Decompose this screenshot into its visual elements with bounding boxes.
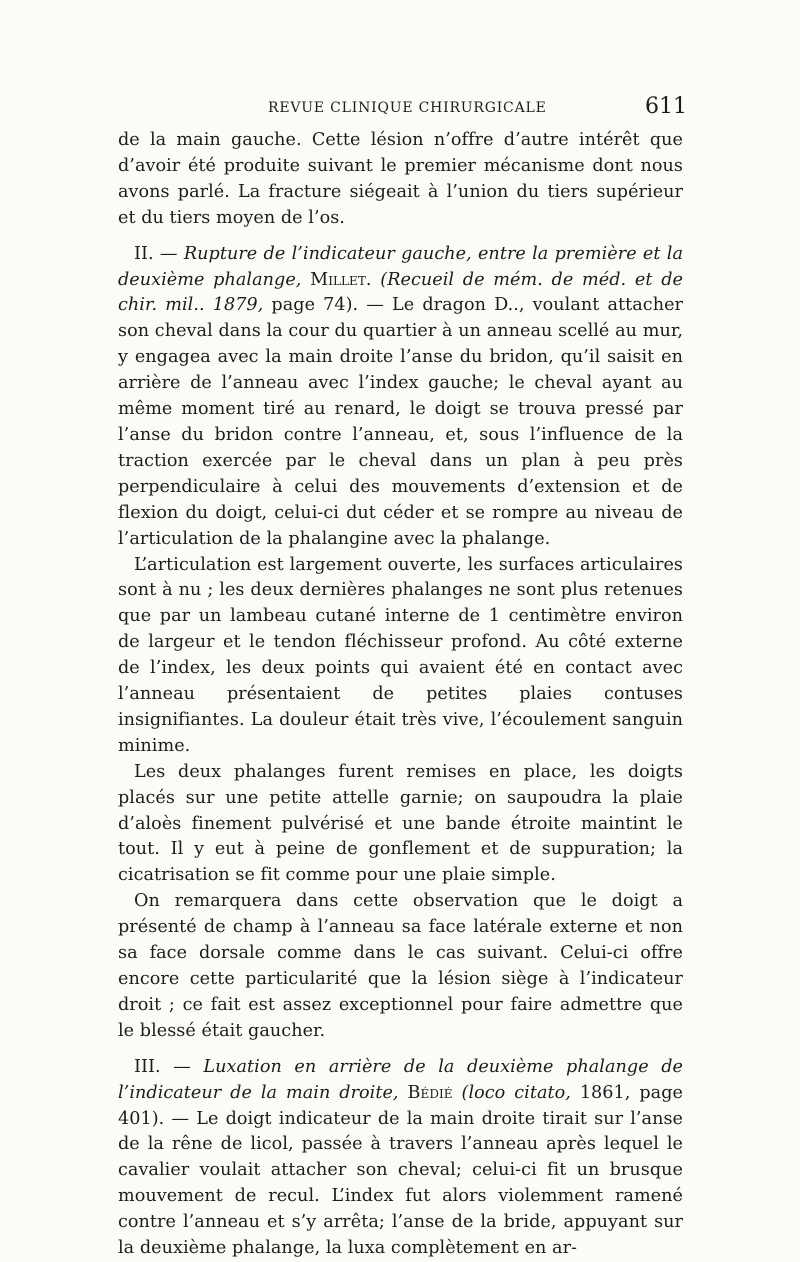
case-3-body: 1861, page 401). — Le doigt indicateur de la main droite tirait sur l’anse de la rêne de licol, passée à travers l’anneau après lequel le cavalier voulait attacher son cheval; celui-ci fit un brusque mouvement de recul. L’index fut alors violemment ramené contre l’anneau et s’y arrêta; l’anse de la bride, appuyant sur la deuxième phalange, la luxa complètement en ar- xyxy=(118,1082,683,1259)
case-2-title: Rupture de l’indicateur gauche, entre la première et la deuxième phalange, xyxy=(118,243,683,290)
body-text xyxy=(118,128,683,1262)
paragraph-4 xyxy=(118,760,683,890)
case-2-body: page 74). — Le dragon D.., voulant attacher son cheval dans la cour du quartier à un anneau scellé au mur, y engagea avec la main droite l’anse du bridon, qu’il saisit en arrière de l’anneau avec l’index gauche; le cheval ayant au même moment tiré au renard, le doigt se trouva pressé par l’anse du bridon contre l’anneau, et, sous l’influence de la traction exercée par le cheval dans un plan à peu près perpendiculaire à celui des mouvements d’extension et de flexion du doigt, celui-ci dut céder et se rompre au niveau de l’articulation de la phalangine avec la phalange. xyxy=(118,295,683,549)
page-header xyxy=(118,88,687,128)
paragraph-1 xyxy=(118,128,683,232)
running-title: REVUE CLINIQUE CHIRURGICALE xyxy=(268,100,547,116)
case-2-number: II. — xyxy=(134,243,184,264)
case-3-reference: (loco citato, xyxy=(461,1082,571,1103)
paragraph-3-text: L’articulation est largement ouverte, les surfaces articulaires sont à nu ; les deux dernières phalanges ne sont plus retenues que par un lambeau cutané interne de 1 centimètre environ de largeur et le tendon fléchisseur profond. Au côté externe de l’index, les deux points qui avaient été en contact avec l’anneau présentaient de petites plaies contuses insignifiantes. La douleur était très vive, l’écoulement sanguin minime. xyxy=(118,554,683,756)
paragraph-5 xyxy=(118,889,683,1044)
case-2-reference: (Recueil de mém. de méd. et de chir. mil.. 1879, xyxy=(118,269,683,316)
case-3-title: Luxation en arrière de la deuxième phalange de l’indicateur de la main droite, xyxy=(118,1056,684,1103)
document-page xyxy=(118,88,687,1262)
page-number: 611 xyxy=(645,94,687,119)
case-2-author: Millet xyxy=(310,269,366,290)
paragraph-3 xyxy=(118,553,683,760)
case-3-paragraph xyxy=(118,1055,683,1262)
paragraph-4-text: Les deux phalanges furent remises en place, les doigts placés sur une petite attelle garnie; on saupoudra la plaie d’aloès finement pulvérisé et une bande étroite maintint le tout. Il y eut à peine de gonflement et de suppuration; la cicatrisation se fit comme pour une plaie simple. xyxy=(118,761,683,886)
case-2-paragraph: II. — Rupture de l’indicateur gauche, entre la première et la deuxième phalange, Millet. (Recueil de mém. de méd. et de chir. mil.. 1879, page 74). — Le dragon D.., voulant attacher son cheval dans la cour du quartier à un anneau scellé au mur, y engagea avec la main droite l’anse du bridon, qu’il saisit en arrière de l’anneau avec l’index gauche; le cheval ayant au même moment tiré au renard, le doigt se trouva pressé par l’anse du bridon contre l’anneau, et, sous l’influence de la traction exercée par le cheval dans un plan à peu près perpendiculaire à celui des mouvements d’extension et de flexion du doigt, celui-ci dut céder et se rompre au niveau de l’articulation de la phalangine avec la phalange. xyxy=(118,243,683,549)
paragraph-5-text: On remarquera dans cette observation que le doigt a présenté de champ à l’anneau sa face latérale externe et non sa face dorsale comme dans le cas suivant. Celui-ci offre encore cette particularité que la lésion siège à l’indicateur droit ; ce fait est assez exceptionnel pour faire admettre que le blessé était gaucher. xyxy=(118,891,683,1041)
paragraph-1-text: de la main gauche. Cette lésion n’offre d’autre intérêt que d’avoir été produite suivant le premier mécanisme dont nous avons parlé. La fracture siégeait à l’union du tiers supérieur et du tiers moyen de l’os. xyxy=(118,130,683,228)
case-3-author: Bédié xyxy=(407,1082,453,1103)
case-3-number: III. — xyxy=(134,1056,204,1077)
